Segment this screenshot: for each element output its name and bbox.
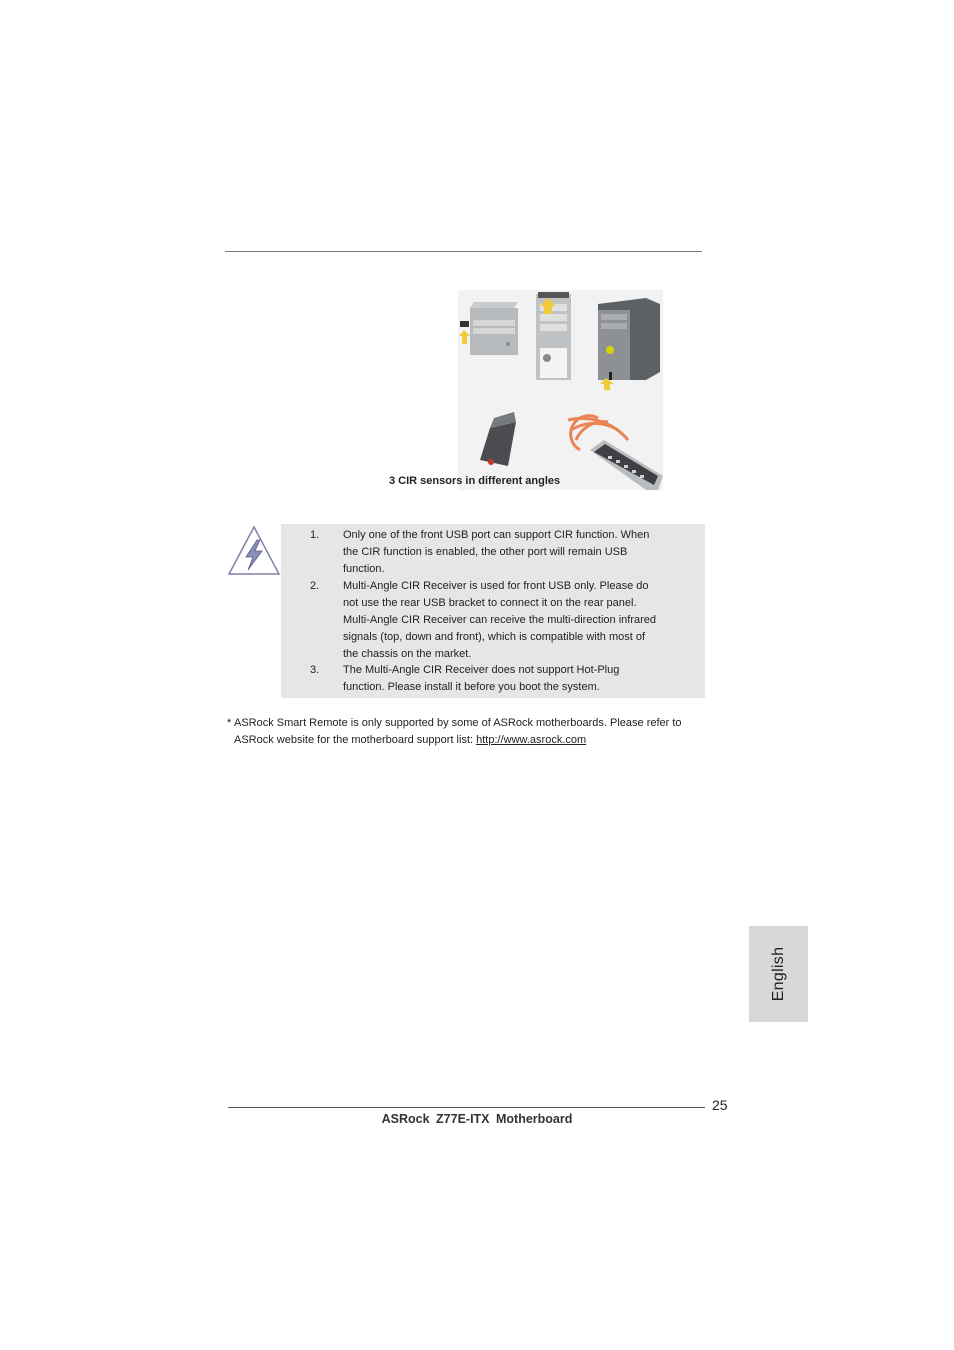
bottom-rule: [228, 1107, 705, 1108]
cir-sensors-figure: [458, 290, 663, 490]
warning-icon: [226, 524, 282, 578]
note-line: Only one of the front USB port can support CIR function. When: [343, 529, 650, 541]
note-line: Multi-Angle CIR Receiver is used for front USB only. Please do: [343, 580, 649, 592]
language-label: English: [769, 946, 787, 1002]
cir-sensors-illustration: [458, 290, 663, 490]
footer-title: ASRock Z77E-ITX Motherboard: [381, 1112, 573, 1126]
note-line: the CIR function is enabled, the other port will remain USB: [343, 546, 628, 558]
asrock-website-link[interactable]: http://www.asrock.com: [476, 733, 587, 746]
notes-box: [281, 524, 705, 698]
remote-control: [590, 440, 663, 490]
note-text: [343, 578, 673, 663]
pc-case-front-view: [459, 302, 518, 355]
note-line: Multi-Angle CIR Receiver can receive the multi-direction infrared: [343, 614, 657, 626]
footnote-marker: *: [227, 717, 232, 729]
language-tab: [749, 926, 808, 1022]
note-number: 2.: [310, 580, 320, 592]
note-number: 3.: [310, 664, 320, 676]
cir-receiver-dongle: [480, 412, 516, 466]
note-number: 1.: [310, 529, 320, 541]
top-rule: [225, 251, 702, 252]
footnote-body: [234, 715, 707, 748]
pc-case-top-view: [536, 292, 571, 380]
note-text: [343, 527, 673, 578]
note-line: not use the rear USB bracket to connect it on the rear panel.: [343, 597, 637, 609]
note-text: [343, 662, 673, 696]
footnote: [227, 715, 707, 748]
note-line: the chassis on the market.: [343, 648, 472, 660]
note-line: function.: [343, 563, 385, 575]
note-line: The Multi-Angle CIR Receiver does not support Hot-Plug: [343, 664, 620, 676]
note-line: signals (top, down and front), which is compatible with most of: [343, 631, 646, 643]
footnote-text: ASRock Smart Remote is only supported by some of ASRock motherboards. Please refer to ASRock website for the motherboard support list:: [234, 717, 682, 746]
page-number: 25: [712, 1097, 728, 1113]
note-line: function. Please install it before you boot the system.: [343, 681, 600, 693]
figure-caption: 3 CIR sensors in different angles: [389, 475, 561, 487]
pc-case-bottom-view: [598, 298, 660, 390]
